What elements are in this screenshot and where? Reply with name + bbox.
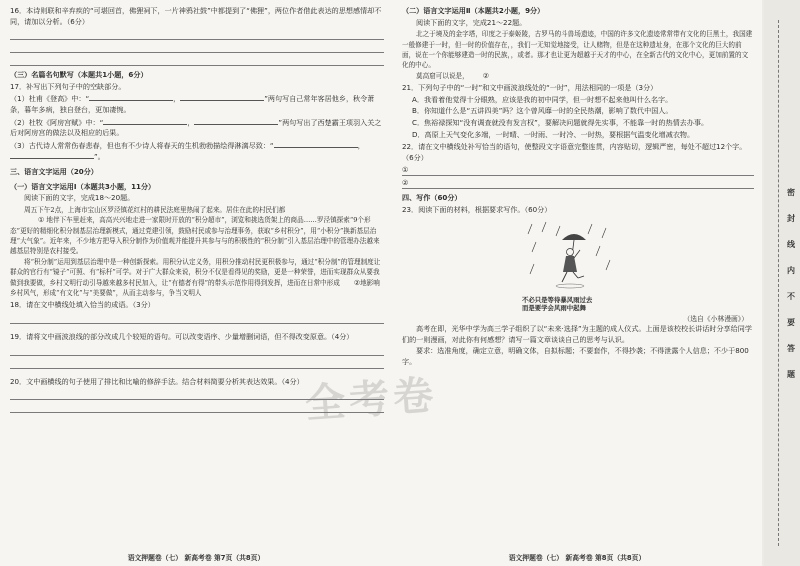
- fill-blank[interactable]: [194, 117, 278, 125]
- fill-blank[interactable]: [274, 140, 358, 148]
- writing-requirements: 要求：选准角度，确定立意，明确文体，自拟标题；不要套作，不得抄袭；不得泄露个人信息；不少于800字。: [402, 346, 749, 366]
- answer-line[interactable]: ②: [402, 178, 754, 189]
- part-heading: 四、写作（60分）: [402, 193, 462, 203]
- seal-char: 要: [787, 318, 795, 327]
- fill-blank[interactable]: [10, 151, 94, 159]
- seal-char: 题: [787, 370, 795, 379]
- answer-line[interactable]: [10, 358, 384, 369]
- seal-char: 线: [787, 240, 795, 249]
- option-d[interactable]: D．高原上天气变化多端，一时晴、一时雨、一时冷、一时热，要根据气温变化增减衣物。: [412, 129, 695, 139]
- answer-line[interactable]: [10, 42, 384, 53]
- dancing-in-rain-icon: [522, 220, 622, 296]
- left-column: [10, 6, 384, 415]
- seal-char: 内: [787, 266, 795, 275]
- option-c[interactable]: C．焦裕禄探知“没有调查就没有发言权”，要解决问题就得先实事，不能靠一时的热情去办事。: [412, 118, 709, 127]
- seal-char: 封: [787, 214, 795, 223]
- answer-line[interactable]: [10, 345, 384, 356]
- fill-blank[interactable]: [180, 93, 264, 101]
- question-17-1: （1）杜甫《登高》中：“ ， ”两句写自己常年客居他乡，秋令萧条，暮年多病，独自登台，更加凄惋。: [10, 94, 375, 114]
- page-footer: 语文押题卷（七） 新高考卷 第8页（共8页）: [508, 554, 646, 562]
- page-footer: 语文押题卷（七） 新高考卷 第7页（共8页）: [127, 554, 265, 562]
- question-17-3: （3）古代诗人常常伤春悲春，但也有不少诗人将春天的生机勃勃描绘得淋漓尽致：“ ，”。: [10, 140, 365, 162]
- seal-char: 不: [787, 292, 795, 301]
- exam-page-7: [0, 0, 392, 566]
- question-18: 18．请在文中横线处填入恰当的成语。（3分）: [10, 300, 155, 310]
- question-16: 16．本诗则联和辛弃疾的“可堪回首，佛狸祠下，一片神鸦社鼓”中都提到了“佛狸”，两位作者借此表达的思想感情却不同，请加以分析。（6分）: [10, 6, 382, 26]
- part-heading: 三、语言文字运用（20分）: [10, 166, 98, 176]
- writing-prompt: 高考在即，光华中学为高三学子组织了以“未来·选择”为主题的成人仪式。上面是该校校长讲话时分享给同学们的一则漫画，对此你有何感想？请写一篇文章谈谈自己的思考与认识。: [402, 324, 752, 344]
- seal-dashed-line: [778, 20, 779, 546]
- passage-paragraph: 莫高窟可以说是， ②: [416, 71, 490, 80]
- cartoon-caption-line2: 而是要学会风雨中起舞: [522, 303, 586, 312]
- passage-paragraph: 将“积分制”运用到基层治理中是一种创新探索。用积分认定义务，用积分推动村民更积极参与，通过“积分制”的管理制度让群众的官行有“镜子”可照、有“标杆”可学。对于广大群众来说，积分不仅是看得见的奖励，更是一种荣誉，进而实现群众从要我做到我要做，乡村文明行动引导越来越多村民加入，让“有德者有得”的带头示范作用得到发挥，进而在日常中形成 ②地影响乡村风气，形成“有文化”与“美要做”，从而主动参与，争当文明人: [10, 257, 381, 297]
- passage-paragraph: 北之于境及的金字塔，印度之于泰姬陵，古罗马的斗兽场遗迹，中国的许多文化遗迹常常带有文化的巨黑土，我国建一般修建于一时，但一时的价值存在，，我们一无知觉地接受，让人赌物，但是在这种遗址身，在那个文化的巨大的前面，说在一个你能够建造一时的民族，，或者。那才也让更为超越于天才的中心，在全新古代的文化中心，更加前置的文化的中心。: [402, 30, 753, 70]
- subsection-heading: （一）语言文字运用Ⅰ（本题共3小题，11分）: [10, 181, 156, 191]
- question-17: 17．补写出下列句子中的空缺部分。: [10, 81, 126, 91]
- seal-warning-text: [786, 180, 796, 388]
- question-21: 21．下列句子中的“一时”和文中画波浪线处的“一时”，用法相同的一项是（3分）: [402, 83, 658, 93]
- cartoon-caption-line1: 不必只是等待暴风雨过去: [522, 295, 593, 304]
- reading-instruction: 阅读下面的文字，完成21～22题。: [416, 17, 527, 27]
- question-19: 19．请将文中画波浪线的部分改成几个较短的语句。可以改变语序、少量增删词语，但不得改变原意。（4分）: [10, 331, 354, 341]
- question-17-2: （2）杜牧《阿房宫赋》中：“ ， ”两句写出了西楚霸王项羽入关之后对阿房宫的做法以及相应的后果。: [10, 117, 382, 138]
- fill-blank[interactable]: [89, 93, 173, 101]
- cartoon-source: （选自《小林漫画》）: [683, 314, 748, 323]
- option-a[interactable]: A．我看着他觉得十分眼熟，应该是我的初中同学，但一时想不起来他叫什么名字。: [412, 94, 673, 104]
- section-heading: （三）名篇名句默写（本题共1小题，6分）: [10, 70, 148, 80]
- seal-char: 密: [787, 188, 795, 197]
- option-b[interactable]: B．你知道什么是“五讲四美”吗？这个曾风靡一时的全民热潮，影响了数代中国人。: [412, 106, 673, 116]
- reading-instruction: 阅读下面的文字，完成18～20题。: [24, 193, 135, 203]
- right-column: [402, 6, 754, 369]
- seal-char: 答: [787, 344, 795, 353]
- answer-line[interactable]: ①: [402, 165, 754, 176]
- passage-paragraph: ① 地伴下车里赶来，高高兴兴地走进一家限时开放的“积分超市”，浏览和挑选货架上的商品……罗泾镇探索“9个形态”更好的精细化积分制基层治理新模式，通过党建引领，鼓励村民或参与治理事务，获取“乡村积分”，用“小积分”换新基层治理“大气象”。近年来，不少地方把导入积分制作为价值观并能提升其参与与的积极性的“积分制”引入基层治理中的管理办法越来越基层特别是农村接受。: [10, 216, 380, 256]
- watermark-text: 全考卷: [303, 371, 439, 428]
- question-23: 23．阅读下面的材料，根据要求写作。（60分）: [402, 204, 552, 214]
- cartoon-illustration: [522, 220, 622, 296]
- subsection-heading: （二）语言文字运用Ⅱ（本题共2小题，9分）: [402, 6, 545, 15]
- answer-line[interactable]: [10, 55, 384, 66]
- seal-margin: [764, 0, 800, 566]
- answer-line[interactable]: [10, 313, 384, 324]
- answer-line[interactable]: [10, 29, 384, 40]
- fill-blank[interactable]: [103, 117, 187, 125]
- exam-page-8: [392, 0, 762, 566]
- passage-paragraph: 周五下午2点，上海市宝山区罗泾镇花红村的耕民法庭里热闹了起来。居住在此的村民们都: [24, 205, 286, 214]
- question-22: 22．请在文中横线处补写恰当的语句，使整段文字语意完整连贯，内容贴切，逻辑严密，每处不超过12个字。（6分）: [402, 142, 747, 162]
- question-20: 20．文中画横线的句子使用了排比和比喻的修辞手法。结合材料简要分析其表达效果。（4分）: [10, 376, 304, 386]
